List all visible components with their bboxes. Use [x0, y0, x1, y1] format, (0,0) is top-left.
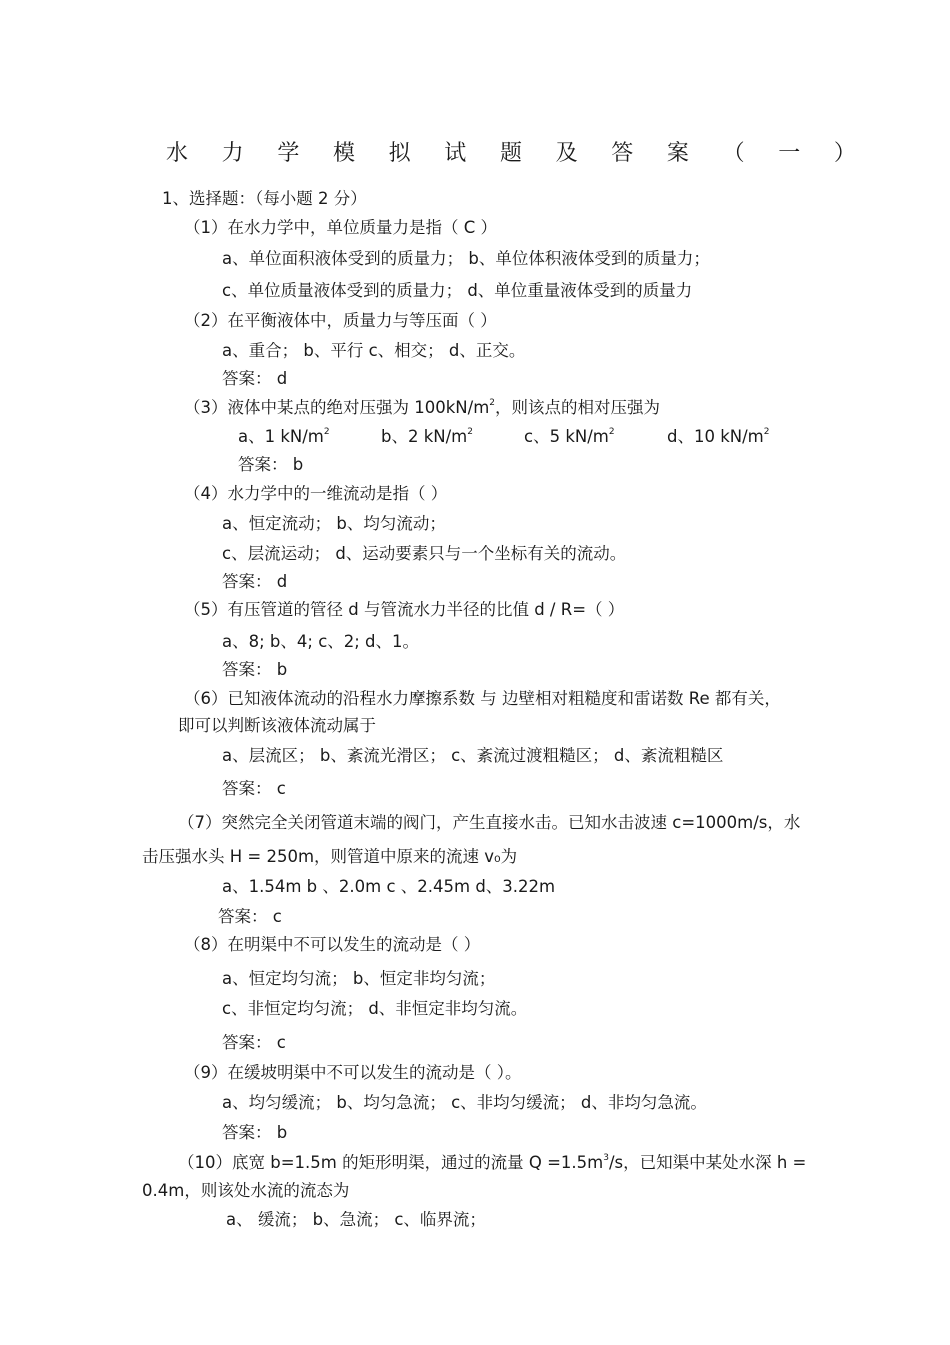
question-3-stem-text: （3）液体中某点的绝对压强为 100kN/m	[184, 398, 490, 417]
question-10-stem-line-1	[178, 1152, 806, 1174]
question-3-option-a	[238, 426, 330, 448]
question-10-stem-line-2: 0.4m，则该处水流的流态为	[142, 1181, 350, 1200]
option-text: a、1 kN/m	[238, 427, 324, 446]
superscript: 2	[608, 427, 615, 437]
question-3-option-c	[524, 426, 615, 448]
title-char: 题	[499, 141, 522, 166]
question-9-stem: （9）在缓坡明渠中不可以发生的流动是（ ）。	[184, 1063, 522, 1082]
superscript: 2	[323, 427, 330, 437]
title-char: 拟	[388, 141, 411, 166]
superscript: 2	[489, 398, 496, 408]
title-char: 案	[666, 141, 689, 166]
question-3-stem-tail: ，则该点的相对压强为	[495, 398, 661, 417]
document-title	[166, 139, 856, 169]
question-3-stem	[184, 397, 660, 419]
title-char: 学	[277, 141, 300, 166]
question-4-options-row-2: c、层流运动； d、运动要素只与一个坐标有关的流动。	[222, 544, 627, 563]
question-6-stem-line-1: （6）已知液体流动的沿程水力摩擦系数 与 边壁相对粗糙度和雷诺数 Re 都有关，	[184, 689, 781, 708]
question-9-options: a、均匀缓流； b、均匀急流； c、非均匀缓流； d、非均匀急流。	[222, 1093, 707, 1112]
question-8-stem: （8）在明渠中不可以发生的流动是（ ）	[184, 935, 481, 954]
question-1-options-row-1: a、单位面积液体受到的质量力； b、单位体积液体受到的质量力；	[222, 249, 710, 268]
title-char: 模	[332, 141, 355, 166]
option-text: b、2 kN/m	[381, 427, 468, 446]
question-3-option-b	[381, 426, 473, 448]
question-8-options-row-1: a、恒定均匀流； b、恒定非均匀流；	[222, 969, 496, 988]
question-10-options: a、 缓流； b、急流； c、临界流；	[226, 1210, 486, 1229]
question-2-stem: （2）在平衡液体中，质量力与等压面（ ）	[184, 311, 497, 330]
question-7-answer: 答案： c	[218, 907, 282, 926]
question-4-answer: 答案： d	[222, 572, 288, 591]
option-text: d、10 kN/m	[667, 427, 764, 446]
question-5-options: a、8; b、4; c、2; d、1。	[222, 632, 420, 651]
question-4-options-row-1: a、恒定流动； b、均匀流动；	[222, 514, 446, 533]
question-6-stem-line-2: 即可以判断该液体流动属于	[178, 716, 376, 735]
question-10-stem-tail: /s，已知渠中某处水深 h =	[608, 1153, 807, 1172]
title-char: （	[722, 141, 745, 166]
superscript: 2	[763, 427, 770, 437]
title-char: 试	[444, 141, 467, 166]
question-1-options-row-2: c、单位质量液体受到的质量力； d、单位重量液体受到的质量力	[222, 281, 693, 300]
question-8-options-row-2: c、非恒定均匀流； d、非恒定非均匀流。	[222, 999, 528, 1018]
question-6-answer: 答案： c	[222, 779, 286, 798]
superscript: 2	[467, 427, 473, 437]
question-7-stem-line-2: 击压强水头 H = 250m，则管道中原来的流速 v₀为	[142, 847, 518, 866]
question-8-answer: 答案： c	[222, 1033, 286, 1052]
title-char: 力	[221, 141, 244, 166]
superscript: 3	[603, 1153, 609, 1163]
section-heading: 1、选择题：（每小题 2 分）	[162, 189, 367, 208]
option-text: c、5 kN/m	[524, 427, 609, 446]
question-3-option-d	[667, 426, 769, 448]
question-9-answer: 答案： b	[222, 1123, 288, 1142]
title-char: ）	[833, 141, 856, 166]
title-char: 及	[555, 141, 578, 166]
title-char: 水	[166, 141, 189, 166]
question-6-options: a、层流区； b、紊流光滑区； c、紊流过渡粗糙区； d、紊流粗糙区	[222, 746, 724, 765]
question-4-stem: （4）水力学中的一维流动是指（ ）	[184, 484, 448, 503]
question-10-stem-text: （10）底宽 b=1.5m 的矩形明渠，通过的流量 Q =1.5m	[178, 1153, 604, 1172]
question-7-options: a、1.54m b 、2.0m c 、2.45m d、3.22m	[222, 877, 556, 896]
question-3-answer: 答案： b	[238, 455, 304, 474]
question-1-stem: （1）在水力学中，单位质量力是指（ C ）	[184, 218, 498, 237]
title-char: 答	[611, 141, 634, 166]
question-5-stem: （5）有压管道的管径 d 与管流水力半径的比值 d / R=（ ）	[184, 600, 625, 619]
question-7-stem-line-1: （7）突然完全关闭管道末端的阀门，产生直接水击。已知水击波速 c=1000m/s，水	[178, 813, 801, 832]
title-char: 一	[778, 141, 801, 166]
question-5-answer: 答案： b	[222, 660, 288, 679]
question-2-answer: 答案： d	[222, 369, 288, 388]
question-2-options: a、重合； b、平行 c、相交； d、正交。	[222, 341, 526, 360]
